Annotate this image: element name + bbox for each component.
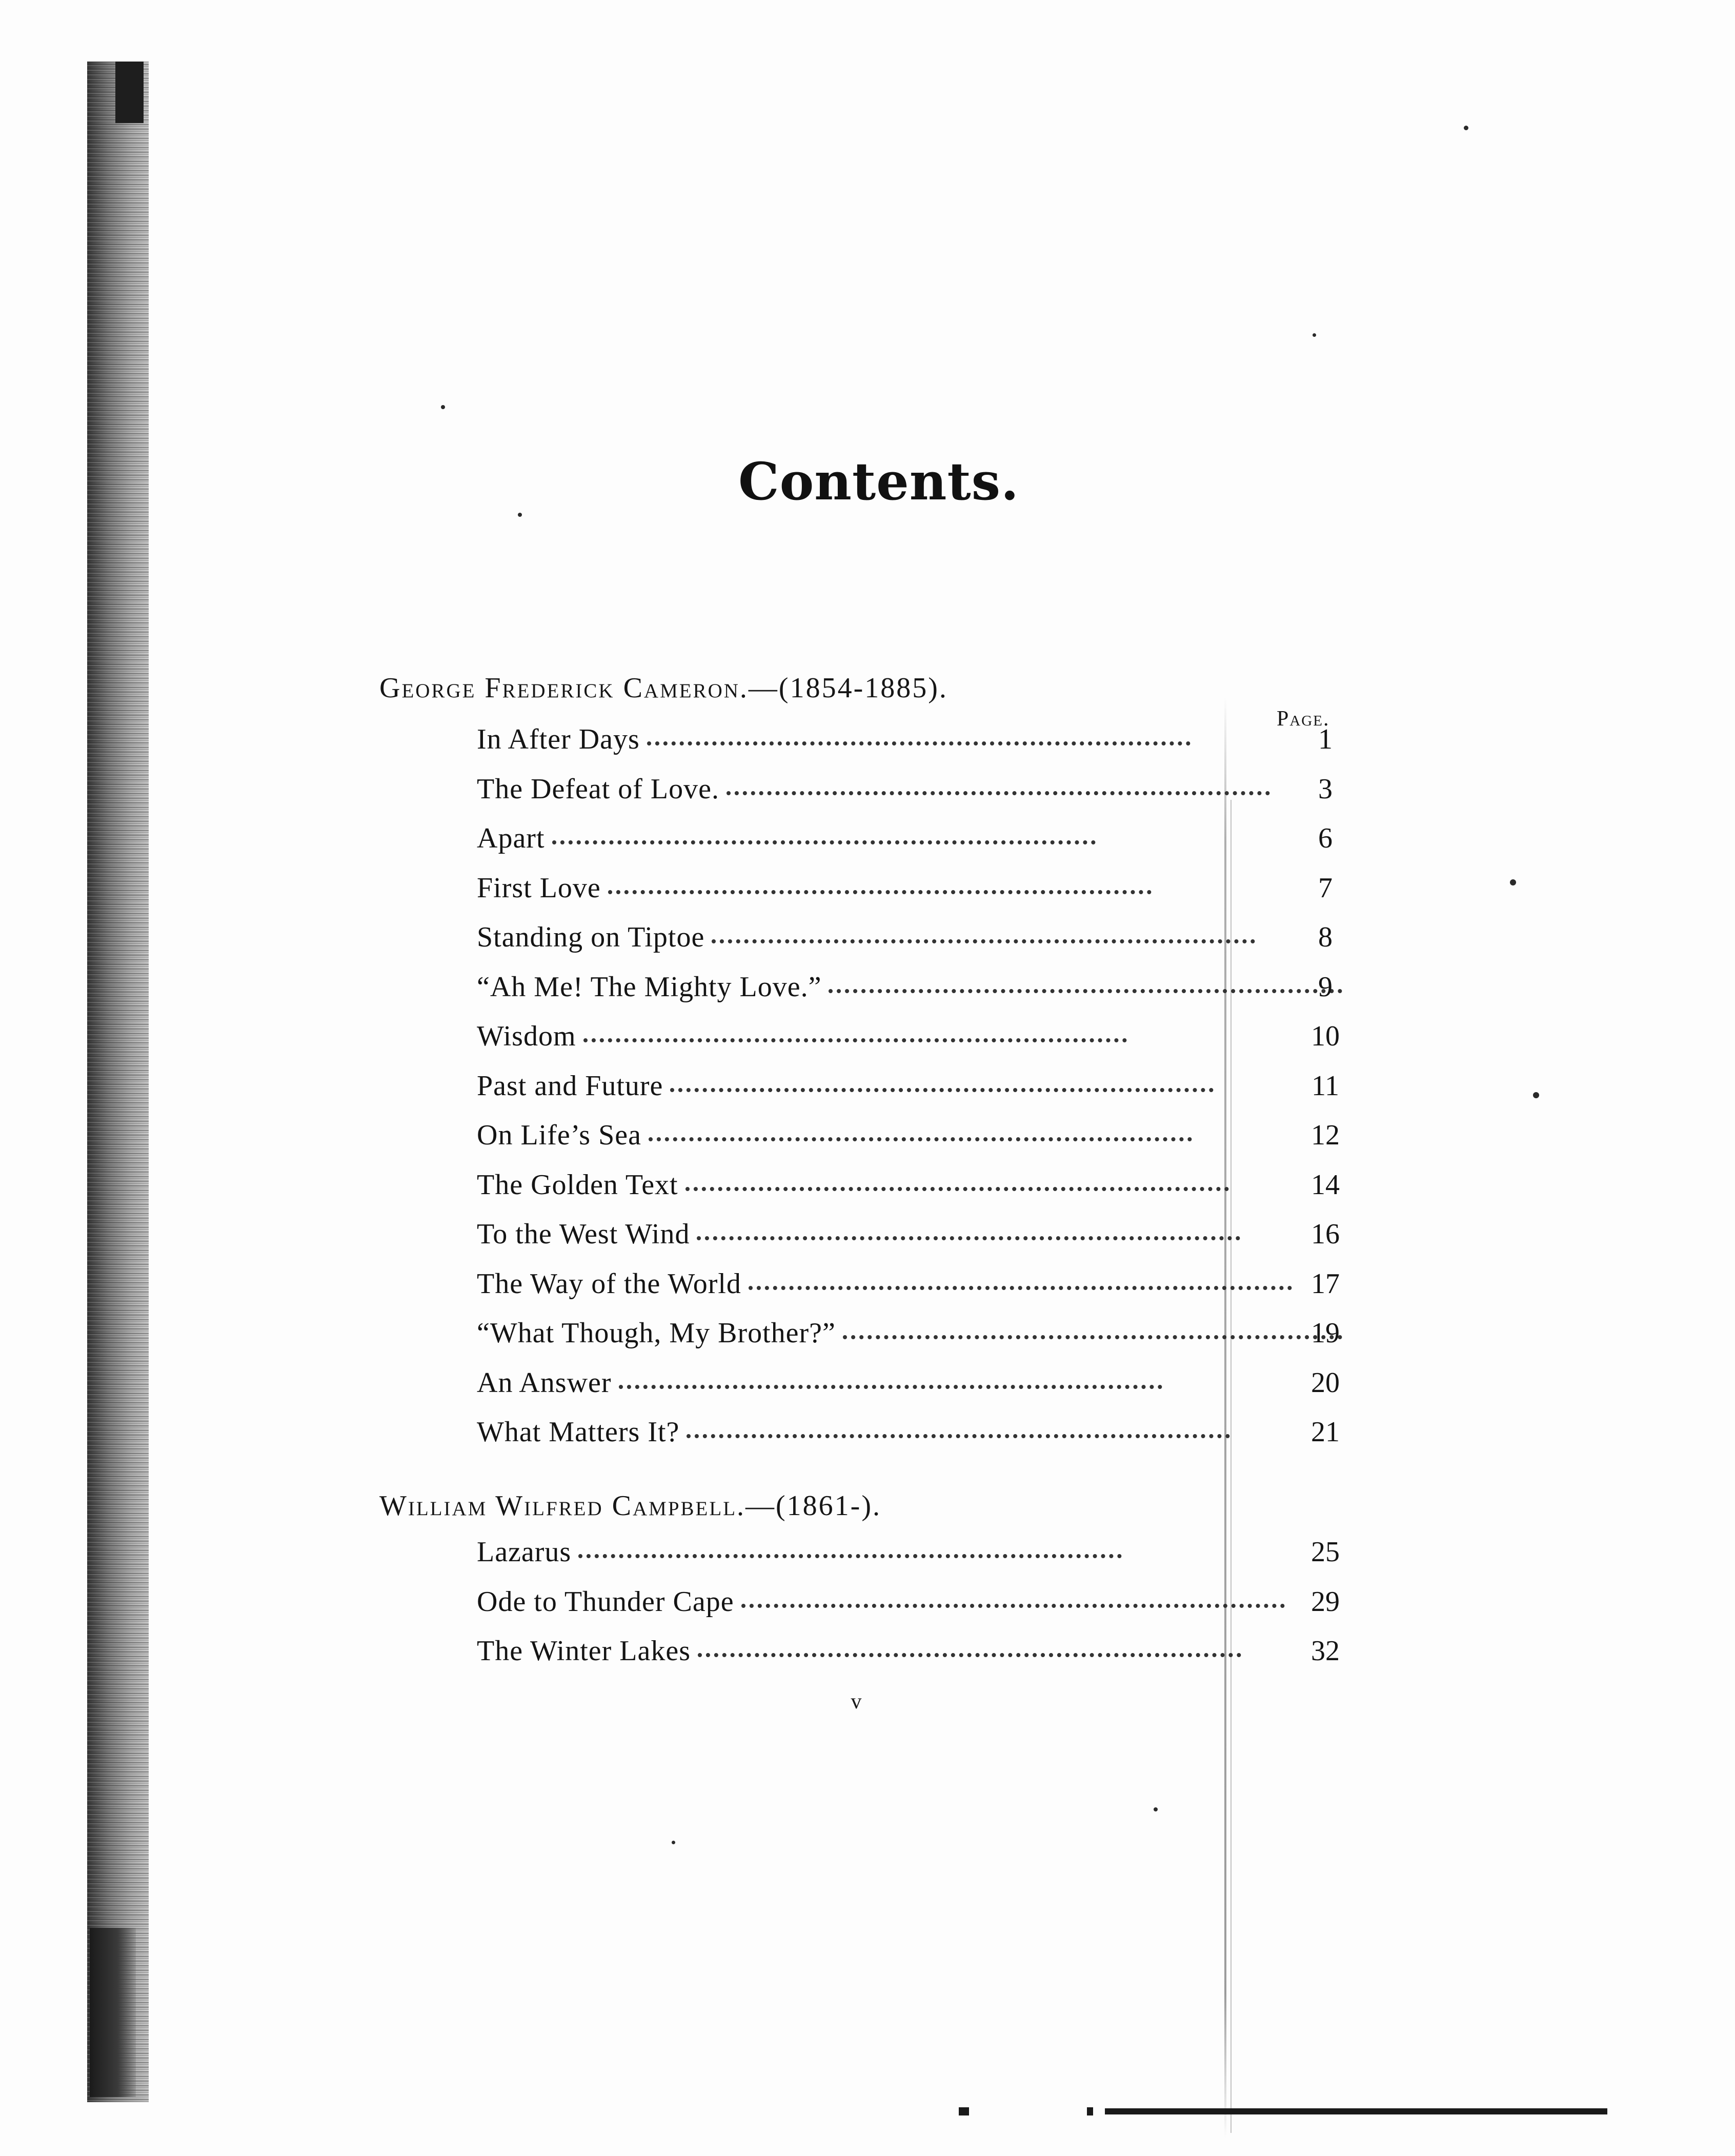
dot-leader bbox=[649, 1137, 1192, 1141]
contents-entry[interactable] bbox=[477, 1119, 1354, 1168]
dot-leader bbox=[578, 1554, 1122, 1558]
scan-speck bbox=[1510, 879, 1516, 885]
entry-title: Ode to Thunder Cape bbox=[477, 1585, 734, 1618]
entry-title: The Defeat of Love. bbox=[477, 773, 719, 805]
entry-title: “Ah Me! The Mighty Love.” bbox=[477, 971, 822, 1003]
binding-edge-dark-top bbox=[115, 62, 144, 123]
entry-page-number: 8 bbox=[1318, 921, 1333, 953]
contents-entry[interactable] bbox=[477, 971, 1354, 1020]
entry-page-number: 10 bbox=[1311, 1020, 1340, 1052]
dot-leader bbox=[829, 989, 1342, 993]
contents-list-campbell bbox=[477, 1536, 1354, 1684]
scan-speck bbox=[1154, 1807, 1158, 1811]
entry-page-number: 1 bbox=[1318, 723, 1333, 755]
contents-entry[interactable] bbox=[477, 1317, 1354, 1366]
scan-speck bbox=[518, 513, 522, 517]
entry-page-number: 6 bbox=[1318, 822, 1333, 854]
entry-page-number: 21 bbox=[1311, 1416, 1340, 1448]
entry-page-number: 7 bbox=[1318, 872, 1333, 904]
entry-title: The Golden Text bbox=[477, 1168, 678, 1201]
dot-leader bbox=[749, 1285, 1292, 1290]
scan-speck bbox=[1533, 1092, 1539, 1098]
dot-leader bbox=[843, 1335, 1342, 1339]
scan-speck bbox=[672, 1841, 675, 1844]
entry-title: Lazarus bbox=[477, 1536, 572, 1568]
bottom-edge-mark bbox=[1087, 2107, 1093, 2115]
entry-title: Apart bbox=[477, 822, 545, 854]
contents-list-cameron bbox=[477, 723, 1354, 1465]
entry-page-number: 20 bbox=[1311, 1366, 1340, 1399]
contents-entry[interactable] bbox=[477, 1366, 1354, 1416]
entry-page-number: 11 bbox=[1312, 1070, 1339, 1102]
dot-leader bbox=[619, 1384, 1162, 1389]
page-column-label: Page. bbox=[1277, 707, 1330, 731]
dot-leader bbox=[552, 840, 1096, 844]
section-heading-campbell: William Wilfred Campbell.—(1861-). bbox=[379, 1490, 881, 1522]
entry-page-number: 25 bbox=[1311, 1536, 1340, 1568]
entry-page-number: 32 bbox=[1311, 1635, 1340, 1667]
entry-title: “What Though, My Brother?” bbox=[477, 1317, 836, 1349]
entry-page-number: 9 bbox=[1318, 971, 1333, 1003]
entry-title: The Way of the World bbox=[477, 1267, 741, 1300]
entry-page-number: 16 bbox=[1311, 1218, 1340, 1250]
entry-title: The Winter Lakes bbox=[477, 1635, 691, 1667]
contents-entry[interactable] bbox=[477, 1218, 1354, 1267]
binding-edge-dark-bottom bbox=[90, 1928, 136, 2097]
dot-leader bbox=[608, 890, 1152, 894]
contents-entry[interactable] bbox=[477, 1585, 1354, 1635]
entry-page-number: 29 bbox=[1311, 1585, 1340, 1618]
contents-entry[interactable] bbox=[477, 1168, 1354, 1218]
entry-title: Standing on Tiptoe bbox=[477, 921, 705, 953]
contents-entry[interactable] bbox=[477, 773, 1354, 822]
dot-leader bbox=[670, 1087, 1214, 1092]
dot-leader bbox=[647, 741, 1191, 745]
binding-edge-shadow bbox=[87, 62, 149, 2102]
entry-title: An Answer bbox=[477, 1366, 612, 1399]
entry-title: On Life’s Sea bbox=[477, 1119, 641, 1151]
scan-speck bbox=[1313, 333, 1316, 337]
page-folio: v bbox=[851, 1690, 862, 1714]
dot-leader bbox=[698, 1653, 1241, 1657]
entry-title: Past and Future bbox=[477, 1070, 663, 1102]
entry-page-number: 3 bbox=[1318, 773, 1333, 805]
scan-speck bbox=[441, 405, 445, 409]
contents-entry[interactable] bbox=[477, 822, 1354, 872]
contents-entry[interactable] bbox=[477, 723, 1354, 773]
contents-entry[interactable] bbox=[477, 1070, 1354, 1119]
entry-page-number: 12 bbox=[1311, 1119, 1340, 1151]
entry-title: Wisdom bbox=[477, 1020, 576, 1052]
page-title: Contents. bbox=[738, 451, 1019, 512]
contents-entry[interactable] bbox=[477, 1635, 1354, 1684]
entry-title: What Matters It? bbox=[477, 1416, 680, 1448]
entry-title: In After Days bbox=[477, 723, 640, 755]
contents-entry[interactable] bbox=[477, 1267, 1354, 1317]
dot-leader bbox=[712, 939, 1255, 943]
contents-entry[interactable] bbox=[477, 921, 1354, 971]
contents-entry[interactable] bbox=[477, 1416, 1354, 1465]
bottom-edge-rule bbox=[1105, 2108, 1607, 2114]
contents-entry[interactable] bbox=[477, 1020, 1354, 1070]
entry-page-number: 19 bbox=[1311, 1317, 1340, 1349]
bottom-edge-mark bbox=[959, 2107, 969, 2115]
entry-page-number: 17 bbox=[1311, 1267, 1340, 1300]
dot-leader bbox=[697, 1236, 1240, 1240]
scan-speck bbox=[1464, 126, 1468, 130]
contents-entry[interactable] bbox=[477, 872, 1354, 921]
entry-title: First Love bbox=[477, 872, 601, 904]
dot-leader bbox=[583, 1038, 1127, 1042]
dot-leader bbox=[727, 791, 1270, 795]
dot-leader bbox=[687, 1434, 1230, 1438]
dot-leader bbox=[685, 1186, 1229, 1191]
section-heading-cameron: George Frederick Cameron.—(1854-1885). bbox=[379, 672, 948, 704]
entry-page-number: 14 bbox=[1311, 1168, 1340, 1201]
entry-title: To the West Wind bbox=[477, 1218, 690, 1250]
contents-entry[interactable] bbox=[477, 1536, 1354, 1585]
dot-leader bbox=[741, 1603, 1285, 1608]
